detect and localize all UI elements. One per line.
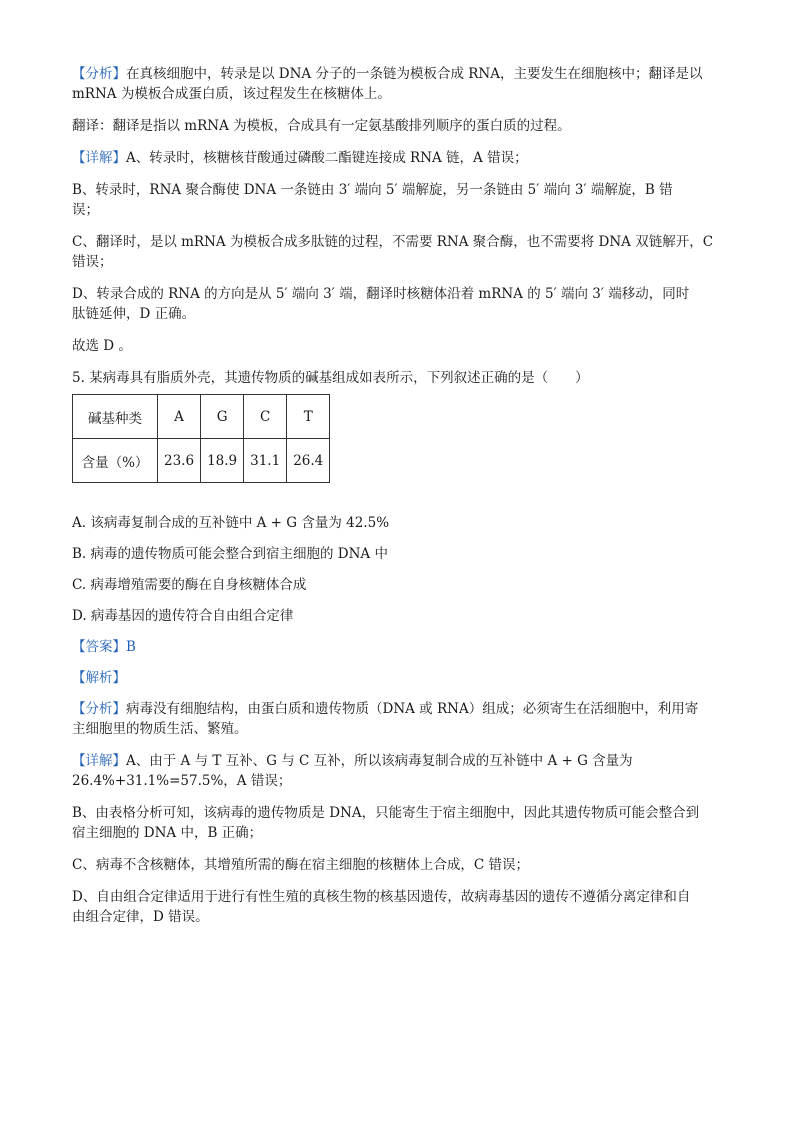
table-cell: 含量（%） <box>73 439 158 483</box>
table-cell: 26.4 <box>287 439 330 483</box>
table-header-row <box>73 395 330 439</box>
table-cell: A <box>158 395 201 439</box>
q4-detail-d-line-1: D、转录合成的 RNA 的方向是从 5′ 端向 3′ 端，翻译时核糖体沿着 mRNA 的 5′ 端向 3′ 端移动，同时 <box>72 286 690 302</box>
analysis-tag: 【分析】 <box>72 66 126 82</box>
detail-tag: 【详解】 <box>72 753 126 769</box>
q5-analysis-line-2: 主细胞里的物质生活、繁殖。 <box>72 721 248 737</box>
q4-conclusion: 故选 D 。 <box>72 338 132 354</box>
q5-detail-d-line-2: 由组合定律，D 错误。 <box>72 909 209 925</box>
analysis-tag: 【分析】 <box>72 701 126 717</box>
table-cell: 31.1 <box>244 439 287 483</box>
table-row <box>73 439 330 483</box>
option-d: D. 病毒基因的遗传符合自由组合定律 <box>72 608 294 624</box>
table-cell: T <box>287 395 330 439</box>
q4-detail-c-line-2: 错误； <box>72 254 113 270</box>
q4-detail-c-line-1: C、翻译时，是以 mRNA 为模板合成多肽链的过程，不需要 RNA 聚合酶，也不需要将 DNA 双链解开，C <box>72 234 714 250</box>
detail-tag: 【详解】 <box>72 150 126 166</box>
q5-analysis-line-1: 【分析】病毒没有细胞结构，由蛋白质和遗传物质（DNA 或 RNA）组成；必须寄生在活细胞中，利用寄 <box>72 701 699 717</box>
q5-detail-b-line-2: 宿主细胞的 DNA 中，B 正确； <box>72 825 263 841</box>
table-cell: G <box>201 395 244 439</box>
q4-analysis-line-1: 【分析】在真核细胞中，转录是以 DNA 分子的一条链为模板合成 RNA，主要发生在细胞核中；翻译是以 <box>72 66 703 82</box>
answer-label: 【答案】B <box>72 639 136 655</box>
q5-detail-d-line-1: D、自由组合定律适用于进行有性生殖的真核生物的核基因遗传，故病毒基因的遗传不遵循分离定律和自 <box>72 889 691 905</box>
q4-detail-b-line-2: 误； <box>72 202 99 218</box>
q5-detail-a-line-2: 26.4%+31.1%=57.5%，A 错误； <box>72 773 292 789</box>
q4-detail-d-line-2: 肽链延伸，D 正确。 <box>72 306 196 322</box>
option-a: A. 该病毒复制合成的互补链中 A + G 含量为 42.5% <box>72 515 390 531</box>
q5-detail-b-line-1: B、由表格分析可知，该病毒的遗传物质是 DNA，只能寄生于宿主细胞中，因此其遗传物质可能会整合到 <box>72 805 700 821</box>
q5-stem: 5. 某病毒具有脂质外壳，其遗传物质的碱基组成如表所示，下列叙述正确的是（ ） <box>72 370 589 386</box>
table-cell: C <box>244 395 287 439</box>
q4-detail-b-line-1: B、转录时，RNA 聚合酶使 DNA 一条链由 3′ 端向 5′ 端解旋，另一条链由 5′ 端向 3′ 端解旋，B 错 <box>72 182 673 198</box>
q4-detail-a: 【详解】A、转录时，核糖核苷酸通过磷酸二酯键连接成 RNA 链，A 错误； <box>72 150 528 166</box>
option-c: C. 病毒增殖需要的酶在自身核糖体合成 <box>72 577 307 593</box>
q4-analysis-line-2: mRNA 为模板合成蛋白质，该过程发生在核糖体上。 <box>72 86 391 102</box>
explanation-tag: 【解析】 <box>72 670 126 686</box>
table-cell: 23.6 <box>158 439 201 483</box>
base-composition-table <box>72 394 330 483</box>
q5-detail-c: C、病毒不含核糖体，其增殖所需的酶在宿主细胞的核糖体上合成，C 错误； <box>72 857 529 873</box>
table-cell: 18.9 <box>201 439 244 483</box>
q4-translation-definition: 翻译：翻译是指以 mRNA 为模板，合成具有一定氨基酸排列顺序的蛋白质的过程。 <box>72 118 571 134</box>
document-page <box>72 64 727 927</box>
option-b: B. 病毒的遗传物质可能会整合到宿主细胞的 DNA 中 <box>72 546 388 562</box>
q5-detail-a-line-1: 【详解】A、由于 A 与 T 互补、G 与 C 互补，所以该病毒复制合成的互补链中 A + G 含量为 <box>72 753 633 769</box>
table-cell: 碱基种类 <box>73 395 158 439</box>
